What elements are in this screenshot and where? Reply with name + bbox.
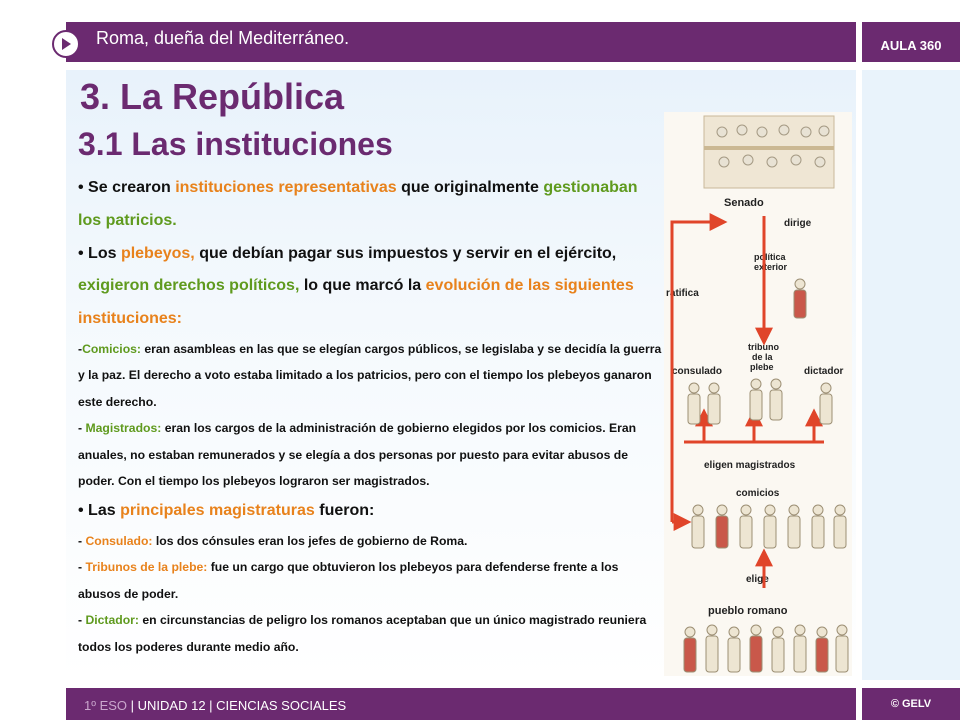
label-de-la: de la [752, 352, 773, 362]
header-title: Roma, dueña del Mediterráneo. [96, 28, 350, 48]
label-eligen: eligen magistrados [704, 460, 796, 471]
bullet-magistraturas [78, 495, 663, 528]
label-plebe: plebe [750, 362, 774, 372]
label-pueblo: pueblo romano [708, 605, 788, 617]
right-strip [862, 70, 960, 680]
slide-body [78, 172, 663, 660]
highlight: evolución de las siguientes instituciones: [78, 277, 634, 328]
bullet-plebeyos [78, 238, 663, 336]
diagram-svg [664, 112, 852, 676]
text: - [78, 613, 86, 628]
text: los dos cónsules eran los jefes de gobierno de Roma. [152, 533, 468, 548]
senate-illustration [704, 116, 834, 188]
text: • Los [78, 244, 121, 262]
label-senado: Senado [724, 197, 764, 209]
bullet-instituciones [78, 172, 663, 238]
term: Comicios: [82, 341, 141, 356]
label-tribuno: tribuno [748, 342, 779, 352]
label-comicios: comicios [736, 488, 780, 499]
text: que debían pagar sus impuestos y servir en el ejército, [194, 244, 617, 262]
text: eran asambleas en las que se elegían cargos públicos, se legislaba y se decidía la guerra y la paz. El derecho a voto estaba limitado a los patricios, pero con el tiempo los plebeyos ganaron este derecho. [78, 341, 662, 409]
text: lo que marcó la [299, 277, 426, 295]
definition-comicios [78, 336, 663, 416]
slide-title: 3. La República [80, 76, 345, 117]
text: eran los cargos de la administración de gobierno elegidos por los comicios. Eran anuales, no estaban remunerados y se elegía a dos personas por puesto para evitar abusos de poder. Con el tiempo los plebeyos lograron ser magistrados. [78, 421, 637, 489]
term: Magistrados: [85, 421, 162, 436]
term: Tribunos de la plebe: [85, 560, 208, 575]
definition-consulado [78, 528, 663, 555]
text: - [78, 560, 86, 575]
text: - [78, 421, 86, 436]
footer-unit: | UNIDAD 12 | CIENCIAS SOCIALES [127, 698, 347, 713]
footer-level: 1º ESO [84, 698, 128, 713]
brand-label: AULA 360 [862, 22, 960, 62]
comicios-figures [692, 505, 846, 548]
play-icon[interactable] [52, 30, 80, 58]
text: que originalmente [396, 179, 544, 196]
slide-subtitle: 3.1 Las instituciones [78, 126, 393, 162]
label-dirige: dirige [784, 218, 812, 229]
label-exterior: exterior [754, 262, 788, 272]
text: en circunstancias de peligro los romanos aceptaban que un único magistrado reuniera todos los poderes durante medio año. [78, 613, 647, 654]
highlight: plebeyos, [120, 244, 195, 262]
text: fueron: [314, 501, 375, 519]
footer-copyright: © GELV [862, 688, 960, 720]
institutions-diagram [664, 112, 852, 676]
text: • Se crearon [78, 179, 176, 196]
highlight: instituciones representativas [175, 179, 397, 196]
text: - [78, 341, 83, 356]
people-figures [684, 625, 848, 672]
label-ratifica: ratifica [666, 288, 699, 299]
highlight: principales magistraturas [120, 501, 315, 519]
highlight: exigieron derechos políticos, [78, 277, 300, 295]
footer-course [84, 698, 346, 713]
text: - [78, 533, 86, 548]
label-consulado: consulado [672, 366, 723, 377]
text: • Las [78, 501, 121, 519]
definition-dictador [78, 607, 663, 660]
term: Dictador: [85, 613, 139, 628]
text: fue un cargo que obtuvieron los plebeyos para defenderse frente a los abusos de poder. [78, 560, 619, 601]
label-politica: política [754, 252, 786, 262]
highlight: gestionaban los patricios. [78, 179, 638, 229]
label-dictador: dictador [804, 366, 844, 377]
label-elige: elige [746, 574, 769, 585]
term: Consulado: [85, 533, 153, 548]
definition-magistrados [78, 415, 663, 495]
definition-tribunos [78, 554, 663, 607]
